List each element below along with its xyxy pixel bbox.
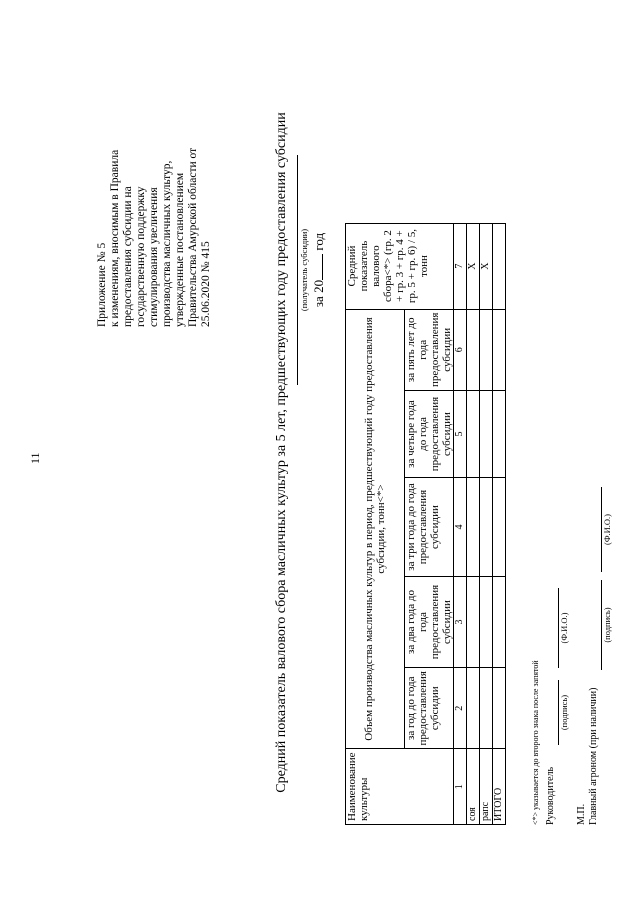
appendix-line: 25.06.2020 № 415 xyxy=(200,241,212,327)
table-cell xyxy=(467,391,480,478)
table-cell xyxy=(493,309,506,390)
header-production-volume: Объем производства масличных культур в период, предшествующий году предоставления субсидии, тонн<*> xyxy=(346,309,405,749)
table-cell xyxy=(467,668,480,749)
table-cell xyxy=(493,478,506,577)
appendix-line: стимулирования увеличения xyxy=(148,187,160,327)
header-year-4: за четыре года до года предоставления субсидии xyxy=(405,391,454,478)
table-cell xyxy=(480,577,493,668)
header-year-2: за два года до года предоставления субсидии xyxy=(405,577,454,668)
document-title: Средний показатель валового сбора масличных культур за 5 лет, предшествующих году предоставления субсидии xyxy=(274,112,289,793)
table-cell xyxy=(467,577,480,668)
appendix-header xyxy=(96,77,213,327)
recipient-line xyxy=(297,155,298,385)
table-cell: X xyxy=(467,223,480,309)
header-average-indicator: Средний показатель валового сбора<*> (гр. 2 + гр. 3 + гр. 4 + гр. 5 + гр. 6) / 5, тонн xyxy=(346,223,454,309)
appendix-line: государственную поддержку xyxy=(135,186,147,327)
appendix-line: Приложение № 5 xyxy=(96,242,108,327)
year-prefix: за 20 xyxy=(311,279,326,308)
appendix-line: предоставления субсидии на xyxy=(122,186,134,327)
table-row xyxy=(493,223,506,824)
stamp-label: М.П. xyxy=(576,803,587,825)
row-name: рапс xyxy=(480,749,493,825)
table-cell xyxy=(493,391,506,478)
data-table xyxy=(345,223,506,825)
table-cell: X xyxy=(480,223,493,309)
agronomist-label: Главный агроном (при наличии) xyxy=(588,687,599,825)
header-year-1: за год до года предоставления субсидии xyxy=(405,668,454,749)
fio-label: (Ф.И.О.) xyxy=(559,612,569,644)
recipient-label: (получатель субсидии) xyxy=(299,228,309,312)
header-year-3: за три года до года предоставления субсидии xyxy=(405,478,454,577)
page-number: 11 xyxy=(28,452,42,464)
table-cell xyxy=(493,223,506,309)
fio-label: (Ф.И.О.) xyxy=(602,513,612,546)
column-number: 7 xyxy=(454,223,467,309)
table-row xyxy=(480,223,493,824)
header-year-5: за пять лет до года предоставления субсидии xyxy=(405,309,454,390)
table-cell xyxy=(467,478,480,577)
year-suffix: год xyxy=(311,232,326,251)
table-cell xyxy=(493,668,506,749)
signature-label: (подпись) xyxy=(559,694,569,731)
year-line xyxy=(310,155,327,385)
head-label: Руководитель xyxy=(545,766,556,825)
column-number: 6 xyxy=(454,309,467,390)
table-row xyxy=(467,223,480,824)
column-number: 3 xyxy=(454,577,467,668)
column-number: 1 xyxy=(454,749,467,825)
year-blank xyxy=(310,254,323,280)
row-name: соя xyxy=(467,749,480,825)
table-cell xyxy=(467,309,480,390)
table-cell xyxy=(480,478,493,577)
table-cell xyxy=(480,309,493,390)
table-cell xyxy=(480,391,493,478)
header-culture-name: Наименование культуры xyxy=(346,749,454,825)
appendix-line: производства масличных культур, xyxy=(161,160,173,327)
column-number: 4 xyxy=(454,478,467,577)
appendix-line: Правительства Амурской области от xyxy=(187,147,199,327)
column-number: 5 xyxy=(454,391,467,478)
signature-label: (подпись) xyxy=(602,607,612,643)
table-cell xyxy=(493,577,506,668)
appendix-line: утвержденные постановлением xyxy=(174,172,186,327)
row-name: ИТОГО xyxy=(493,749,506,825)
footnote: <*> указывается до второго знака после запятой xyxy=(531,660,540,825)
appendix-line: к изменениям, вносимым в Правила xyxy=(109,149,121,327)
table-cell xyxy=(480,668,493,749)
column-number: 2 xyxy=(454,668,467,749)
column-number-row xyxy=(454,223,467,824)
